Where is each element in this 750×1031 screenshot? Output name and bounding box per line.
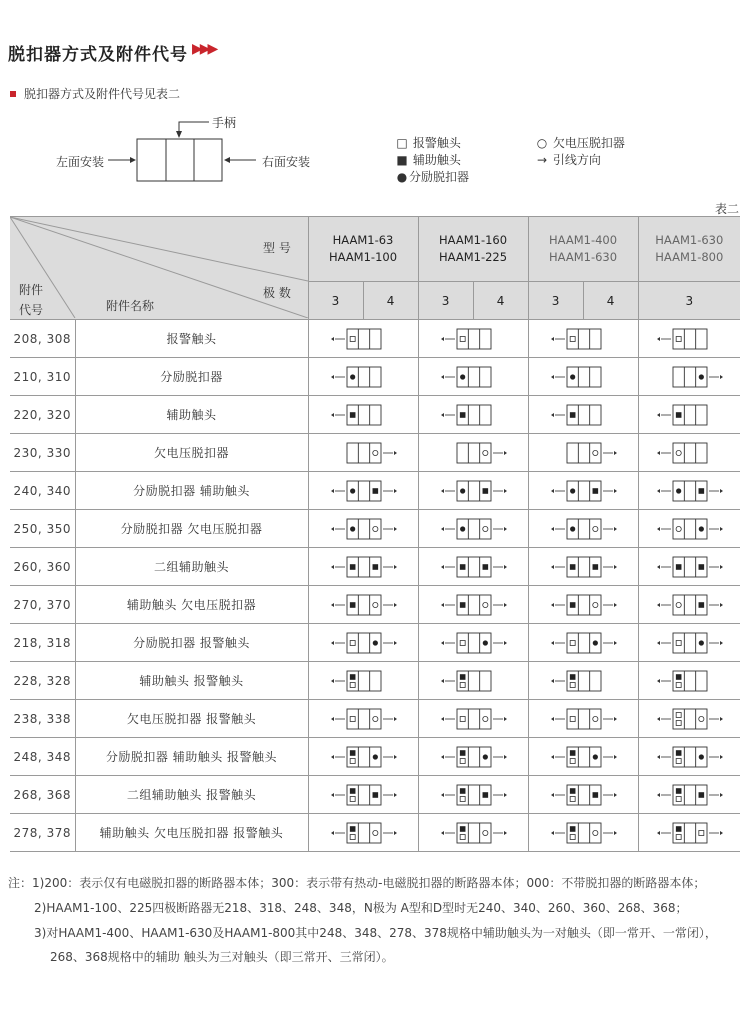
accessory-name: 欠电压脱扣器 xyxy=(75,434,308,472)
accessory-name: 辅助触头 报警触头 xyxy=(75,662,308,700)
pole-cell: 3 xyxy=(638,282,740,320)
wiring-symbol xyxy=(418,776,528,814)
legend-lead-label: 引线方向 xyxy=(552,153,601,167)
subtitle-text: 脱扣器方式及附件代号见表二 xyxy=(24,87,181,101)
accessory-code: 218, 318 xyxy=(10,624,75,662)
wiring-symbol xyxy=(308,548,418,586)
wiring-symbol xyxy=(418,738,528,776)
wiring-symbol xyxy=(418,662,528,700)
wiring-symbol xyxy=(418,396,528,434)
accessory-name: 分励脱扣器 欠电压脱扣器 xyxy=(75,510,308,548)
table-row xyxy=(10,548,740,586)
legend-alarm-label: 报警触头 xyxy=(412,136,461,150)
legend-aux-label: 辅助触头 xyxy=(412,153,461,167)
accessory-code: 260, 360 xyxy=(10,548,75,586)
accessory-code: 220, 320 xyxy=(10,396,75,434)
wiring-symbol xyxy=(638,700,740,738)
name-label: 附件名称 xyxy=(106,299,155,313)
wiring-symbol xyxy=(638,472,740,510)
pole-cell: 4 xyxy=(363,282,418,320)
accessory-code: 250, 350 xyxy=(10,510,75,548)
wiring-symbol xyxy=(638,396,740,434)
accessory-name: 辅助触头 欠电压脱扣器 xyxy=(75,586,308,624)
title-arrows-icon: ▶▶▶ xyxy=(192,41,216,57)
wiring-symbol xyxy=(418,434,528,472)
table-row xyxy=(10,624,740,662)
wiring-symbol xyxy=(418,320,528,358)
wiring-symbol xyxy=(528,396,638,434)
accessory-code: 228, 328 xyxy=(10,662,75,700)
handle-label: 手柄 xyxy=(212,116,237,130)
wiring-symbol xyxy=(418,700,528,738)
wiring-symbol xyxy=(638,434,740,472)
legend-lead xyxy=(535,151,601,168)
model-header-1: HAAM1-63 HAAM1-100 xyxy=(308,217,418,282)
wiring-symbol xyxy=(418,472,528,510)
wiring-symbol xyxy=(638,358,740,396)
open-square-icon: □ xyxy=(396,136,408,150)
code-label-1: 附件 xyxy=(19,283,44,297)
accessory-code: 278, 378 xyxy=(10,814,75,852)
model-header-2: HAAM1-160 HAAM1-225 xyxy=(418,217,528,282)
page-title: 脱扣器方式及附件代号 xyxy=(8,45,188,65)
wiring-symbol xyxy=(528,814,638,852)
accessory-code: 270, 370 xyxy=(10,586,75,624)
wiring-symbol xyxy=(638,624,740,662)
note-3: 3)对HAAM1-400、HAAM1-630及HAAM1-800其中248、348、278、378规格中辅助触头为一对触头（即一常开、一常闭）， xyxy=(34,926,717,940)
wiring-symbol xyxy=(528,662,638,700)
table-row xyxy=(10,396,740,434)
pole-cell: 3 xyxy=(308,282,363,320)
wiring-symbol xyxy=(528,776,638,814)
right-mount-label: 右面安装 xyxy=(262,155,311,169)
wiring-symbol xyxy=(638,510,740,548)
note-4: 268、368规格中的辅助 触头为三对触头（即三常开、三常闭）。 xyxy=(50,950,394,964)
wiring-symbol xyxy=(308,434,418,472)
accessory-name: 分励脱扣器 报警触头 xyxy=(75,624,308,662)
wiring-symbol xyxy=(308,510,418,548)
table-row xyxy=(10,776,740,814)
pole-cell: 3 xyxy=(418,282,473,320)
accessory-table xyxy=(10,216,740,852)
code-label-2: 代号 xyxy=(19,303,44,317)
table-row xyxy=(10,320,740,358)
wiring-symbol xyxy=(638,776,740,814)
wiring-symbol xyxy=(638,586,740,624)
accessory-name: 分励脱扣器 辅助触头 xyxy=(75,472,308,510)
note-2: 2)HAAM1-100、225四极断路器无218、318、248、348，N极为 A型和D型时无240、340、260、360、268、368； xyxy=(34,901,688,915)
accessory-code: 268, 368 xyxy=(10,776,75,814)
table-body xyxy=(10,320,740,852)
wiring-symbol xyxy=(308,320,418,358)
pole-cell: 4 xyxy=(473,282,528,320)
table-row xyxy=(10,814,740,852)
wiring-symbol xyxy=(308,776,418,814)
table-row xyxy=(10,586,740,624)
wiring-symbol xyxy=(308,396,418,434)
model-header-3: HAAM1-400 HAAM1-630 xyxy=(528,217,638,282)
wiring-symbol xyxy=(528,510,638,548)
table-row xyxy=(10,472,740,510)
wiring-symbol xyxy=(418,586,528,624)
wiring-symbol xyxy=(308,358,418,396)
legend-shunt xyxy=(395,168,469,185)
diagonal-lines xyxy=(10,217,308,318)
accessory-name: 二组辅助触头 xyxy=(75,548,308,586)
header-corner xyxy=(10,217,308,320)
legend-shunt-label: 分励脱扣器 xyxy=(409,170,470,184)
note-1: 注：1)200：表示仅有电磁脱扣器的断路器本体；300：表示带有热动-电磁脱扣器的断路器本体；000：不带脱扣器的断路器本体； xyxy=(8,876,706,890)
wiring-symbol xyxy=(528,434,638,472)
accessory-code: 238, 338 xyxy=(10,700,75,738)
table-label: 表二 xyxy=(715,202,740,216)
legend-undervoltage xyxy=(535,134,625,151)
wiring-symbol xyxy=(638,738,740,776)
open-circle-icon: ○ xyxy=(536,136,548,150)
accessory-code: 210, 310 xyxy=(10,358,75,396)
table-row xyxy=(10,662,740,700)
wiring-symbol xyxy=(528,472,638,510)
header-row-models xyxy=(10,217,740,282)
wiring-symbol xyxy=(308,814,418,852)
table-row xyxy=(10,738,740,776)
wiring-symbol xyxy=(528,320,638,358)
wiring-symbol xyxy=(418,510,528,548)
wiring-symbol xyxy=(418,814,528,852)
table-row xyxy=(10,358,740,396)
wiring-symbol xyxy=(528,738,638,776)
wiring-symbol xyxy=(308,586,418,624)
table-row xyxy=(10,700,740,738)
wiring-symbol xyxy=(308,738,418,776)
lead-arrow-icon: → xyxy=(536,153,548,167)
accessory-name: 辅助触头 欠电压脱扣器 报警触头 xyxy=(75,814,308,852)
pole-cell: 4 xyxy=(583,282,638,320)
wiring-symbol xyxy=(308,700,418,738)
accessory-name: 辅助触头 xyxy=(75,396,308,434)
accessory-name: 分励脱扣器 xyxy=(75,358,308,396)
accessory-code: 208, 308 xyxy=(10,320,75,358)
accessory-name: 分励脱扣器 辅助触头 报警触头 xyxy=(75,738,308,776)
table-row xyxy=(10,434,740,472)
mounting-diagram xyxy=(0,0,330,200)
wiring-symbol xyxy=(638,548,740,586)
wiring-symbol xyxy=(418,358,528,396)
wiring-symbol xyxy=(638,320,740,358)
filled-square-icon: ■ xyxy=(396,153,408,167)
model-header-4: HAAM1-630 HAAM1-800 xyxy=(638,217,740,282)
wiring-symbol xyxy=(418,548,528,586)
wiring-symbol xyxy=(528,548,638,586)
accessory-code: 248, 348 xyxy=(10,738,75,776)
accessory-name: 二组辅助触头 报警触头 xyxy=(75,776,308,814)
poles-label: 极 数 xyxy=(263,286,291,300)
wiring-symbol xyxy=(528,700,638,738)
accessory-name: 欠电压脱扣器 报警触头 xyxy=(75,700,308,738)
wiring-symbol xyxy=(418,624,528,662)
legend-aux xyxy=(395,151,461,168)
left-mount-label: 左面安装 xyxy=(56,155,105,169)
filled-circle-icon: ● xyxy=(396,170,408,184)
wiring-symbol xyxy=(528,624,638,662)
wiring-symbol xyxy=(308,472,418,510)
accessory-code: 240, 340 xyxy=(10,472,75,510)
accessory-name: 报警触头 xyxy=(75,320,308,358)
wiring-symbol xyxy=(638,662,740,700)
wiring-symbol xyxy=(638,814,740,852)
pole-cell: 3 xyxy=(528,282,583,320)
wiring-symbol xyxy=(308,624,418,662)
model-label: 型 号 xyxy=(263,241,291,255)
wiring-symbol xyxy=(528,358,638,396)
legend-alarm xyxy=(395,134,461,151)
legend-undervoltage-label: 欠电压脱扣器 xyxy=(552,136,625,150)
wiring-symbol xyxy=(528,586,638,624)
wiring-symbol xyxy=(308,662,418,700)
accessory-code: 230, 330 xyxy=(10,434,75,472)
table-row xyxy=(10,510,740,548)
